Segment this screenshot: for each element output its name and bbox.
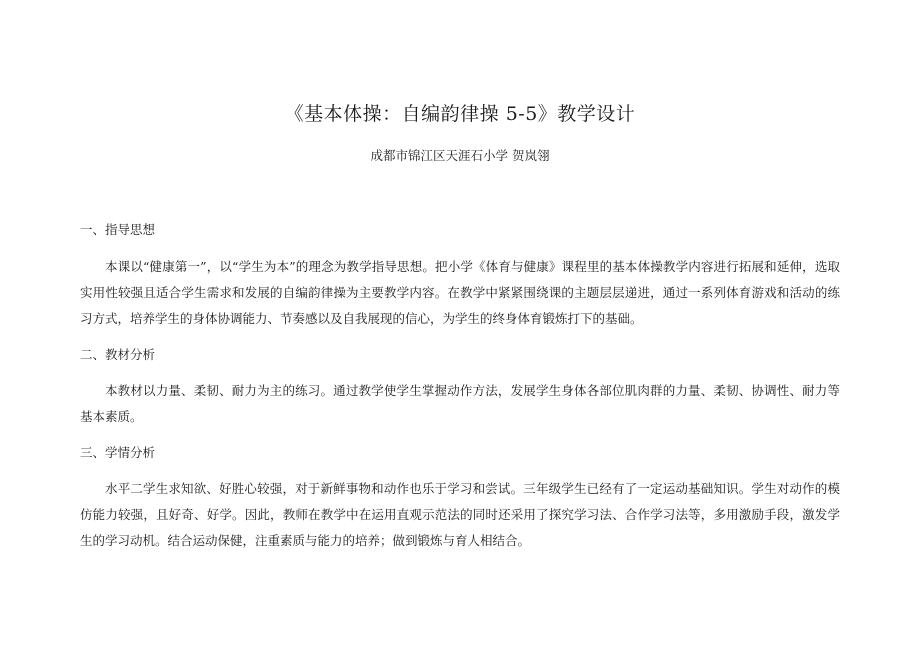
- document-title: 《基本体操：自编韵律操 5-5》教学设计: [284, 103, 636, 125]
- section-body-material-analysis: 本教材以力量、柔韧、耐力为主的练习。通过教学使学生掌握动作方法，发展学生身体各部位肌肉群的力量、柔韧、协调性、耐力等基本素质。: [80, 383, 840, 424]
- section-heading-guiding-ideology: 一、指导思想: [80, 222, 156, 237]
- section-heading-student-analysis: 三、学情分析: [80, 445, 156, 460]
- document-author: 成都市锦江区天涯石小学 贺岚翎: [370, 148, 550, 163]
- section-heading-material-analysis: 二、教材分析: [80, 347, 156, 362]
- section-body-guiding-ideology: 本课以“健康第一”，以“学生为本”的理念为教学指导思想。把小学《体育与健康》课程里的基本体操教学内容进行拓展和延伸，选取实用性较强且适合学生需求和发展的自编韵律操为主要教学内容。在教学中紧紧围绕课的主题层层递进，通过一系列体育游戏和活动的练习方式，培养学生的身体协调能力、节奏感以及自我展现的信心，为学生的终身体育锻炼打下的基础。: [80, 259, 840, 326]
- section-body-student-analysis: 水平二学生求知欲、好胜心较强，对于新鲜事物和动作也乐于学习和尝试。三年级学生已经有了一定运动基础知识。学生对动作的模仿能力较强，且好奇、好学。因此，教师在教学中在运用直观示范法的同时还采用了探究学习法、合作学习法等，多用激励手段，激发学生的学习动机。结合运动保健，注重素质与能力的培养；做到锻炼与育人相结合。: [80, 481, 840, 548]
